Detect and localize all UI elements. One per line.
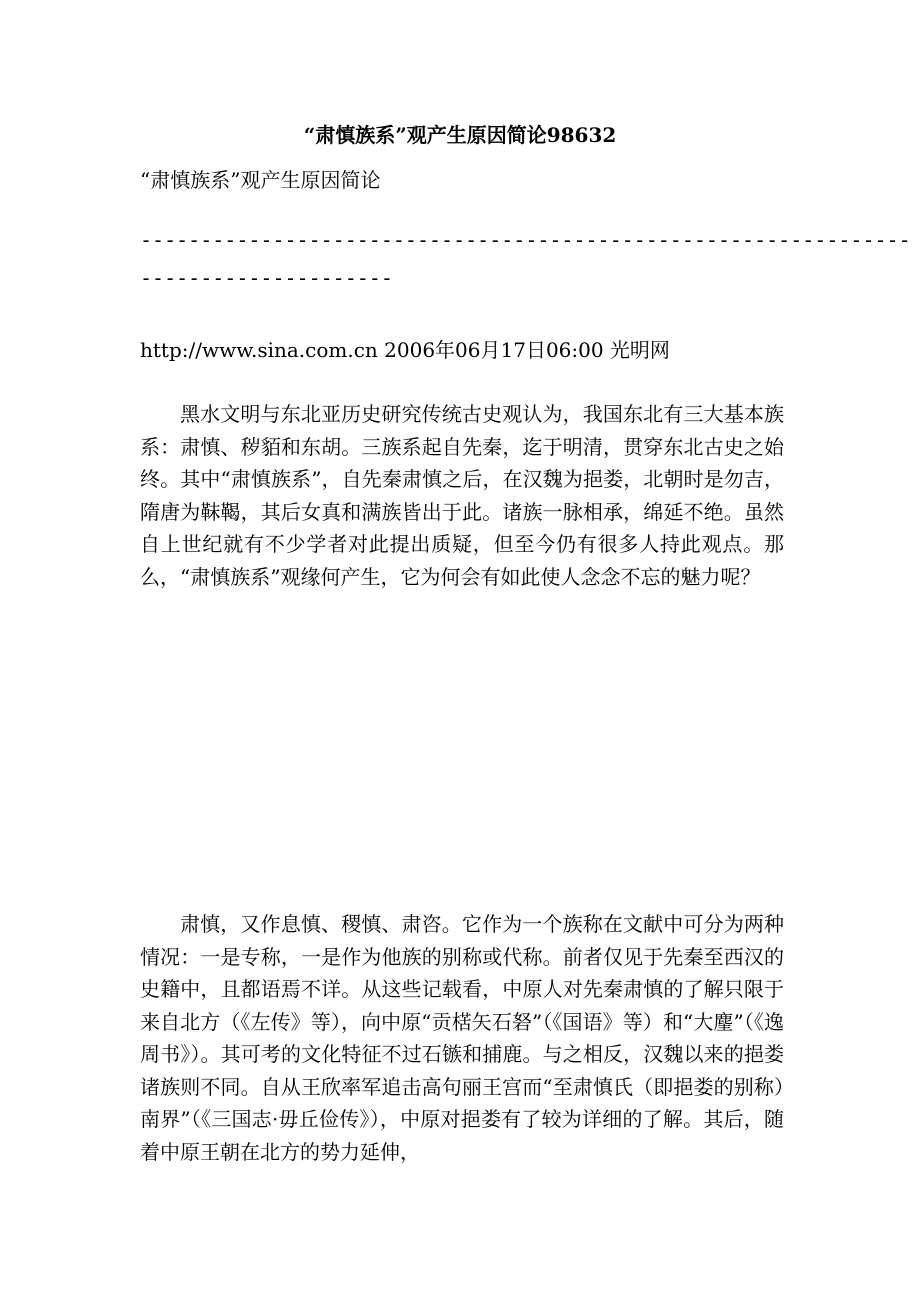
dashed-separator: ---------------------------------------------------------------- — [140, 228, 911, 252]
dashed-separator-continued: --------------------- — [140, 266, 393, 290]
body-paragraph: 肃慎，又作息慎、稷慎、肃咨。它作为一个族称在文献中可分为两种情况：一是专称，一是作为他族的别称或代称。前者仅见于先秦至西汉的史籍中，且都语焉不详。从这些记载看，中原人对先秦肃慎的了解只限于来自北方（《左传》等），向中原“贡楛矢石砮”（《国语》等）和“大麈”（《逸周书》）。其可考的文化特征不过石镞和捕鹿。与之相反，汉魏以来的挹娄诸族则不同。自从王欣率军追击高句丽王宫而“至肃慎氏（即挹娄的别称）南界”（《三国志·毋丘俭传》），中原对挹娄有了较为详细的了解。其后，随着中原王朝在北方的势力延伸， — [140, 912, 784, 1164]
body-paragraph: 黑水文明与东北亚历史研究传统古史观认为，我国东北有三大基本族系：肃慎、秽貊和东胡。三族系起自先秦，迄于明清，贯穿东北古史之始终。其中“肃慎族系”，自先秦肃慎之后，在汉魏为挹娄，北朝时是勿吉，隋唐为靺鞨，其后女真和满族皆出于此。诸族一脉相承，绵延不绝。虽然自上世纪就有不少学者对此提出质疑，但至今仍有很多人持此观点。那么，“肃慎族系”观缘何产生，它为何会有如此使人念念不忘的魅力呢？ — [140, 402, 784, 589]
document-title: “肃慎族系”观产生原因简论98632 — [303, 123, 617, 147]
document-subtitle: “肃慎族系”观产生原因简论 — [140, 168, 381, 192]
source-line: http://www.sina.com.cn 2006年06月17日06:00 光明网 — [140, 338, 670, 362]
